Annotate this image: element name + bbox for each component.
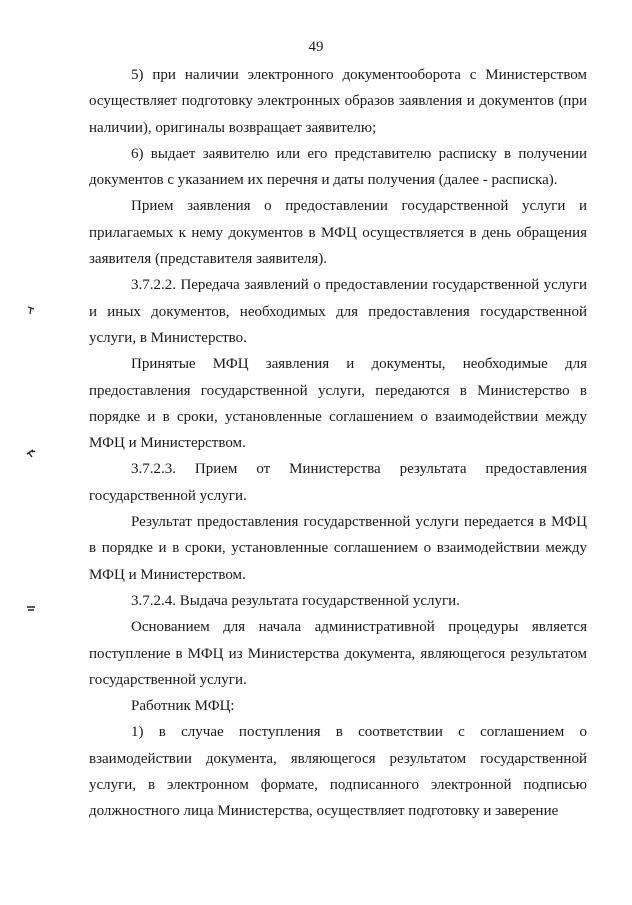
paragraph: 5) при наличии электронного документооборота с Министерством осуществляет подготовку электронных образов заявления и документов (при наличии), оригиналы возвращает заявителю; (89, 67, 587, 136)
document-body (89, 62, 587, 825)
section-heading: 3.7.2.3. Прием от Министерства результата предоставления государственной услуги. (89, 461, 587, 504)
scan-mark-icon (26, 305, 36, 315)
paragraph: Прием заявления о предоставлении государственной услуги и прилагаемых к нему документов в МФЦ осуществляется в день обращения заявителя (представителя заявителя). (89, 198, 587, 268)
paragraph: Работник МФЦ: (131, 698, 235, 715)
scan-mark-icon (26, 448, 36, 458)
paragraph: 6) выдает заявителю или его представителю расписку в получении документов с указанием их перечня и даты получения (далее - расписка). (89, 145, 587, 189)
page-number: 49 (308, 39, 324, 55)
scan-mark-icon (26, 604, 36, 614)
paragraph: Результат предоставления государственной услуги передается в МФЦ в порядке и в сроки, установленные соглашением о взаимодействии между МФЦ и Министерством. (89, 514, 587, 583)
paragraph: 1) в случае поступления в соответствии с соглашением о взаимодействии документа, являющегося результатом государственной услуги, в электронном формате, подписанного электронной подписью должностного лица Министерства, осуществляет подготовку и заверение (89, 724, 587, 820)
section-heading: 3.7.2.2. Передача заявлений о предоставлении государственной услуги и иных документов, необходимых для предоставления государственной услуги, в Министерство. (89, 277, 587, 346)
paragraph: Принятые МФЦ заявления и документы, необходимые для предоставления государственной услуги, передаются в Министерство в порядке и в сроки, установленные соглашением о взаимодействии между МФЦ и Министерством. (89, 356, 587, 452)
section-heading: 3.7.2.4. Выдача результата государственной услуги. (131, 592, 460, 609)
paragraph: Основанием для начала административной процедуры является поступление в МФЦ из Министерства документа, являющегося результатом государственной услуги. (89, 619, 587, 688)
